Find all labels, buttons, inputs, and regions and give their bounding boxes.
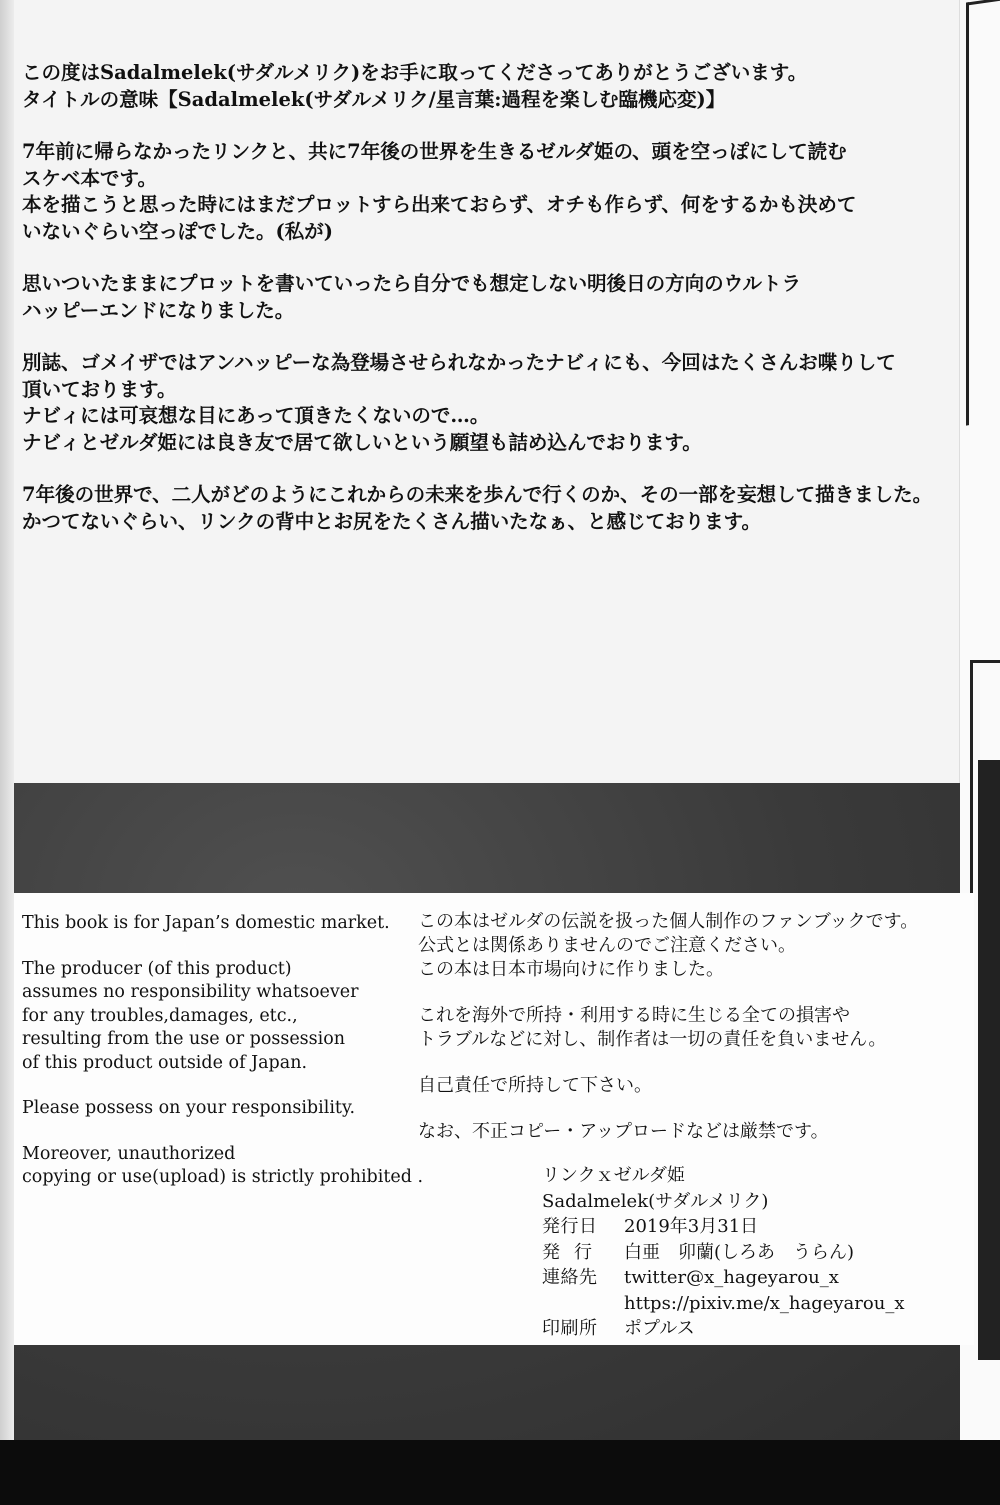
publisher-value: 白亜 卯蘭(しろあ うらん) bbox=[624, 1241, 855, 1263]
afterword-text bbox=[22, 60, 972, 561]
date-value: 2019年3月31日 bbox=[624, 1216, 759, 1237]
notice-paragraph: Please possess on your responsibility. bbox=[22, 1098, 356, 1118]
english-notice bbox=[22, 912, 422, 1212]
page-gutter-shadow bbox=[0, 0, 14, 1440]
afterword-paragraph: 思いついたままにプロットを書いていったら自分でも想定しない明後日の方向のウルトラ ハッピーエンドになりました。 bbox=[22, 272, 802, 322]
notice-paragraph: Moreover, unauthorized copying or use(upload) is strictly prohibited . bbox=[22, 1143, 424, 1187]
japanese-notice bbox=[418, 910, 978, 1166]
contact-twitter: twitter@x_hageyarou_x bbox=[624, 1267, 839, 1288]
printer-value: ポプルス bbox=[624, 1318, 695, 1339]
publisher-label: 発行 bbox=[542, 1241, 606, 1263]
colophon-date-row bbox=[542, 1214, 904, 1240]
notice-paragraph: This book is for Japan’s domestic market. bbox=[22, 913, 390, 933]
notice-paragraph: なお、不正コピー・アップロードなどは厳禁です。 bbox=[418, 1121, 829, 1142]
printer-label: 印刷所 bbox=[542, 1318, 598, 1339]
afterword-paragraph: 7年前に帰らなかったリンクと、共に7年後の世界を生きるゼルダ姫の、頭を空っぽにして読む スケベ本です。 本を描こうと思った時にはまだプロットすら出来ておらず、オチも作らず、何をするかも決めて いないぐらい空っぽでした。(私が) bbox=[22, 140, 857, 243]
afterword-paragraph: 7年後の世界で、二人がどのようにこれからの未来を歩んで行くのか、その一部を妄想して描きました。 かつてないぐらい、リンクの背中とお尻をたくさん描いたなぁ、と感じております。 bbox=[22, 483, 933, 533]
colophon bbox=[542, 1163, 904, 1342]
afterword-paragraph: この度はSadalmelek(サダルメリク)をお手に取ってくださってありがとうございます。 タイトルの意味【Sadalmelek(サダルメリク/星言葉:過程を楽しむ臨機応変)】 bbox=[22, 61, 808, 111]
scan-bottom-edge bbox=[0, 1440, 1000, 1505]
notice-paragraph: これを海外で所持・利用する時に生じる全ての損害や トラブルなどに対し、制作者は一切の責任を負いません。 bbox=[418, 1005, 887, 1050]
date-label: 発行日 bbox=[542, 1216, 598, 1237]
afterword-paragraph: 別誌、ゴメイザではアンハッピーな為登場させられなかったナビィにも、今回はたくさんお喋りして 頂いております。 ナビィには可哀想な目にあって頂きたくないので…。 ナビィとゼルダ姫には良き友で居て欲しいという願望も詰め込んでおります。 bbox=[22, 351, 896, 454]
contact-label: 連絡先 bbox=[542, 1267, 598, 1288]
notice-paragraph: 自己責任で所持して下さい。 bbox=[418, 1075, 652, 1096]
colophon-publisher-row bbox=[542, 1240, 904, 1266]
colophon-contact-row-2 bbox=[542, 1291, 904, 1317]
colophon-printer-row bbox=[542, 1316, 904, 1342]
notice-paragraph: この本はゼルダの伝説を扱った個人制作のファンブックです。 公式とは関係ありませんのでご注意ください。 この本は日本市場向けに作りました。 bbox=[418, 911, 919, 980]
notice-paragraph: The producer (of this product) assumes no responsibility whatsoever for any troubles,damages, etc., resulting from the use or possession of this product outside of Japan. bbox=[22, 958, 359, 1073]
colophon-subtitle: リンクｘゼルダ姫 bbox=[542, 1165, 685, 1186]
colophon-contact-row bbox=[542, 1265, 904, 1291]
manga-panel-fragment bbox=[978, 760, 1000, 1360]
colophon-title: Sadalmelek(サダルメリク) bbox=[542, 1190, 769, 1212]
contact-pixiv: https://pixiv.me/x_hageyarou_x bbox=[624, 1292, 905, 1314]
